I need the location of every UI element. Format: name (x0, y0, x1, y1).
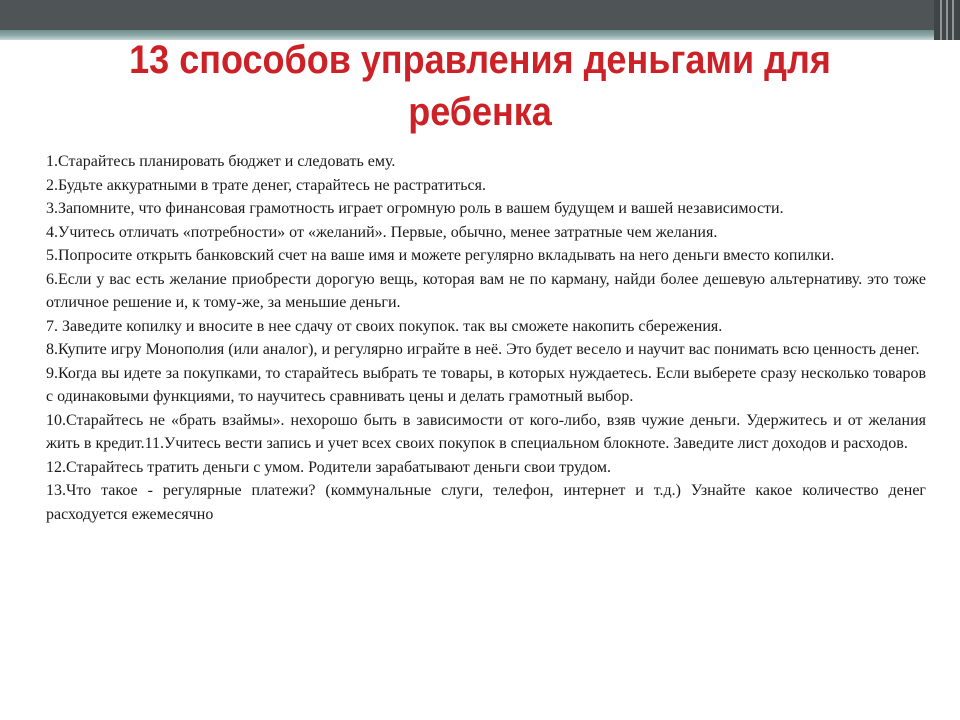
tip-item: 8.Купите игру Монополия (или аналог), и регулярно играйте в неё. Это будет весело и научит вас понимать всю ценность денег. (46, 341, 920, 358)
tip-item: 13.Что такое - регулярные платежи? (коммунальные слуги, телефон, интернет и т.д.) Узнайте какое количество денег расходуется ежемесячно (46, 482, 926, 523)
tip-item: 10.Старайтесь не «брать взаймы». нехорошо быть в зависимости от кого-либо, взяв чужие деньги. Удержитесь и от желания жить в кредит.11.Учитесь вести запись и учет всех своих покупок в специальном блокноте. Заведите лист доходов и расходов. (46, 411, 926, 452)
tip-item: 6.Если у вас есть желание приобрести дорогую вещь, которая вам не по карману, найди более дешевую альтернативу. это тоже отличное решение и, к тому-же, за меньшие деньги. (46, 270, 926, 311)
tip-item: 3.Запомните, что финансовая грамотность играет огромную роль в вашем будущем и вашей независимости. (46, 200, 784, 217)
slide-title: 13 способов управления деньгами для ребенка (129, 38, 831, 134)
tip-item: 5.Попросите открыть банковский счет на ваше имя и можете регулярно вкладывать на него деньги вместо копилки. (46, 247, 835, 264)
corner-decoration (934, 0, 960, 40)
tip-item: 1.Старайтесь планировать бюджет и следовать ему. (46, 153, 396, 170)
tip-item: 9.Когда вы идете за покупками, то старайтесь выбрать те товары, в которых нуждаетесь. Если выберете сразу несколько товаров с одинаковыми функциями, то научитесь сравнивать цены и делать грамотный выбор. (46, 364, 926, 405)
header-bar (0, 0, 960, 30)
tip-item: 7. Заведите копилку и вносите в нее сдачу от своих покупок. так вы сможете накопить сбережения. (46, 317, 723, 335)
tip-item: 12.Старайтесь тратить деньги с умом. Родители зарабатывают деньги свои трудом. (46, 458, 612, 476)
tip-item: 2.Будьте аккуратными в трате денег, старайтесь не растратиться. (46, 176, 486, 194)
tip-item: 4.Учитесь отличать «потребности» от «желаний». Первые, обычно, менее затратные чем желания. (46, 223, 718, 241)
tips-list (46, 150, 926, 526)
